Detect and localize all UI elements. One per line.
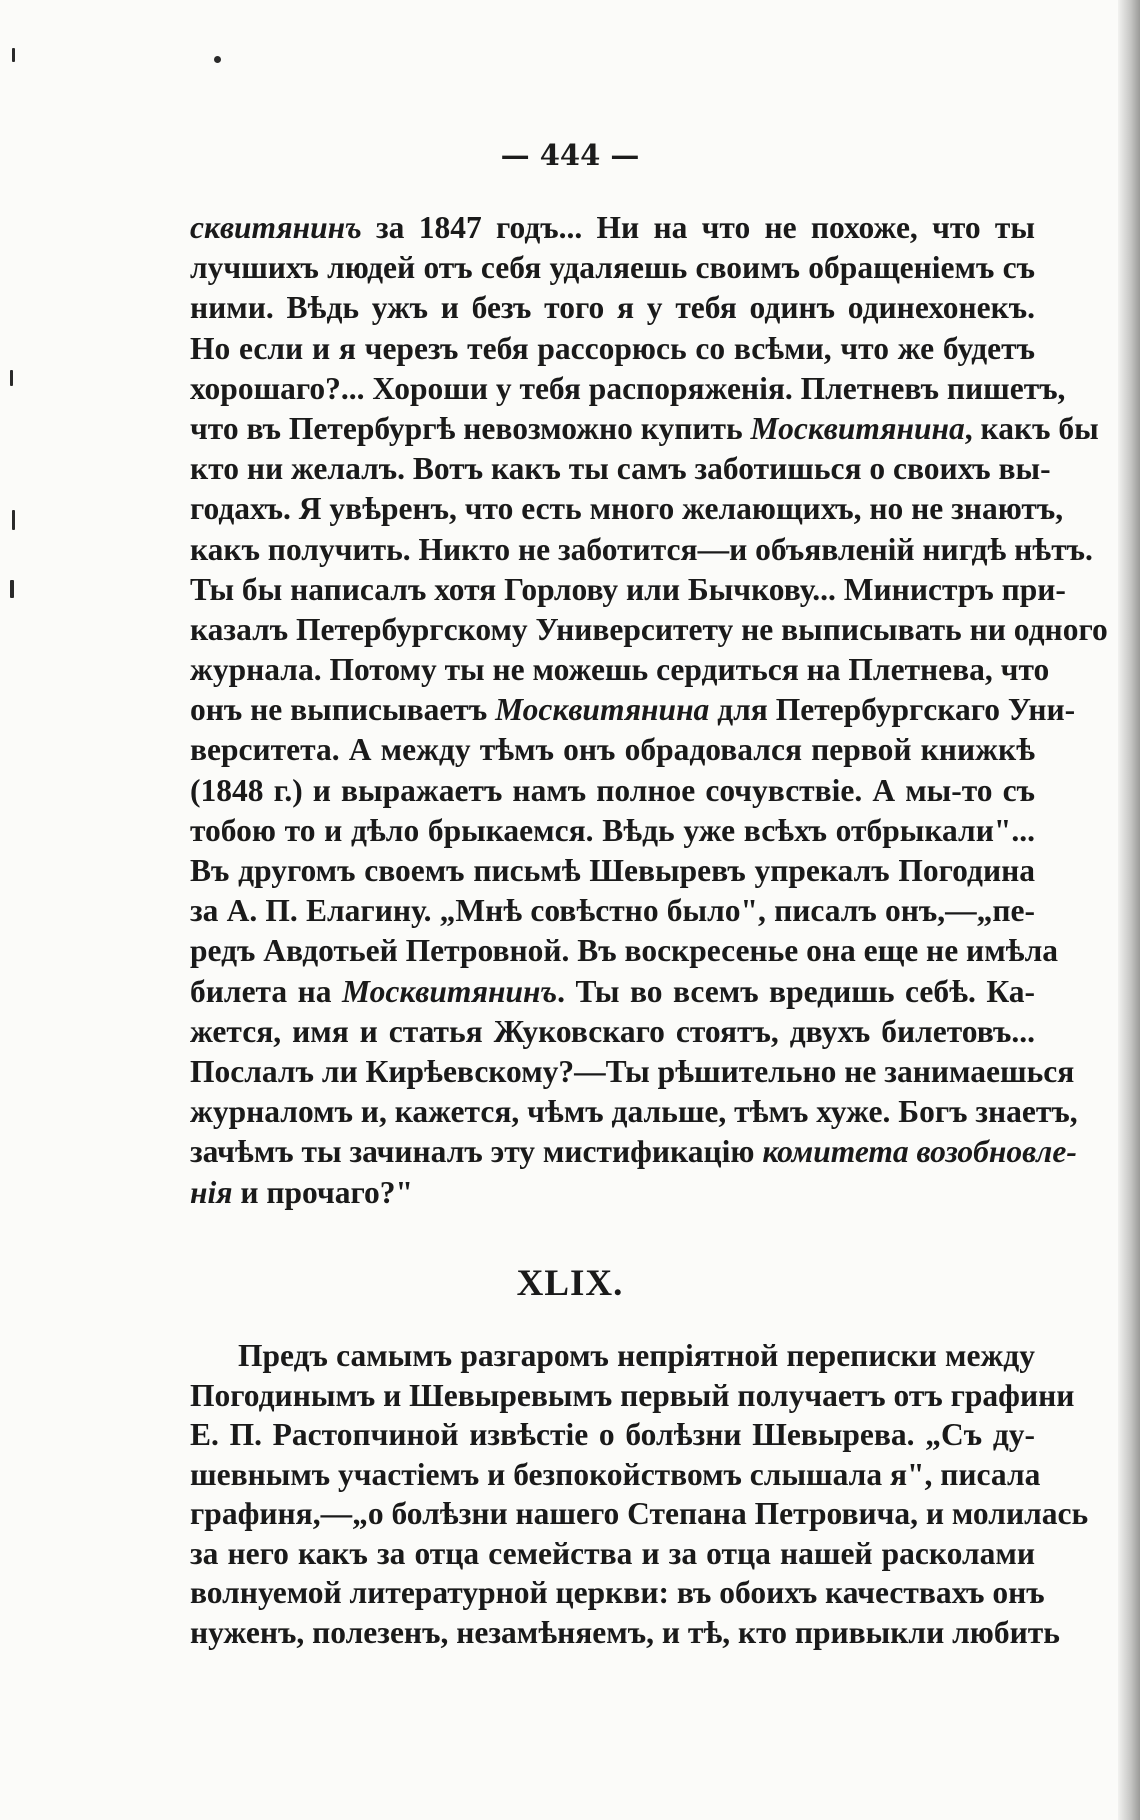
text-line: волнуемой литературной церкви: въ обоихъ качествахъ онъ (190, 1575, 1045, 1610)
text-line: графиня,—„о болѣзни нашего Степана Петровича, и молилась (190, 1496, 1089, 1531)
italic-title: сквитянинъ (190, 210, 362, 245)
ink-speck (10, 580, 14, 598)
text-line (190, 530, 1093, 570)
text-line (190, 248, 1035, 288)
text-segment: за А. П. Елагину. „Мнѣ совѣстно было", писалъ онъ,—„пе- (190, 893, 1035, 929)
italic-title: нія (190, 1174, 233, 1210)
italic-title: Москвитянинъ (342, 973, 558, 1009)
text-line (190, 1092, 1078, 1132)
text-segment: Ты бы написалъ хотя Горлову или Бычкову... Министръ при- (190, 571, 1066, 607)
text-line (190, 771, 1035, 811)
text-segment: журнала. Потому ты не можешь сердиться на Плетнева, что (190, 652, 1050, 688)
text-segment: онъ не выписываетъ (190, 692, 496, 728)
text-segment: жется, имя и статья Жуковскаго стоятъ, двухъ билетовъ... (190, 1013, 1035, 1049)
text-line (190, 1132, 1077, 1172)
ink-speck (12, 510, 15, 530)
paragraph-2 (190, 1336, 1089, 1652)
text-segment: (1848 г.) и выражаетъ намъ полное сочувствіе. А мы-то съ (190, 772, 1035, 808)
text-line: Е. П. Растопчиной извѣстіе о болѣзни Шевырева. „Съ ду- (190, 1417, 1035, 1452)
text-line (190, 730, 1035, 770)
text-segment: . Ты во всемъ вредишь себѣ. Ка- (557, 973, 1035, 1009)
text-line (190, 851, 1035, 891)
text-line (190, 409, 1099, 449)
text-segment: зачѣмъ ты зачиналъ эту мистификацію (190, 1134, 763, 1170)
text-line (190, 489, 1064, 529)
text-segment: , какъ бы (964, 410, 1099, 446)
page-edge-shadow (1118, 0, 1140, 1820)
text-line (190, 369, 1066, 409)
ink-speck (214, 56, 221, 63)
text-segment: что въ Петербургѣ невозможно купить (190, 410, 751, 446)
ink-speck (12, 48, 15, 62)
text-line (190, 610, 1108, 650)
text-line: шевнымъ участіемъ и безпокойствомъ слышала я", писала (190, 1456, 1041, 1492)
text-line: Предъ самымъ разгаромъ непріятной переписки между (238, 1338, 1035, 1373)
text-segment: какъ получить. Никто не заботится—и объявленій нигдѣ нѣтъ. (190, 531, 1093, 567)
text-segment: Но если и я черезъ тебя рассорюсь со всѣми, что же будетъ (190, 330, 1035, 366)
ink-speck (10, 370, 13, 386)
text-segment: годахъ. Я увѣренъ, что есть много желающихъ, но не знаютъ, (190, 491, 1064, 527)
text-line (190, 449, 1051, 489)
text-line: нуженъ, полезенъ, незамѣняемъ, и тѣ, кто привыкли любить (190, 1614, 1060, 1650)
italic-title: комитета возобновле- (762, 1134, 1077, 1170)
text-segment: редъ Авдотьей Петровной. Въ воскресенье она еще не имѣла (190, 933, 1058, 969)
text-line (190, 1052, 1075, 1092)
text-line (190, 208, 1035, 248)
text-segment: казалъ Петербургскому Университету не выписывать ни одного (190, 611, 1108, 647)
text-line (190, 811, 1035, 851)
section-heading: XLIX. (516, 1263, 624, 1304)
text-segment: для Петербургскаго Уни- (709, 692, 1076, 728)
text-line (190, 570, 1066, 610)
italic-title: Москвитянина (495, 692, 710, 728)
text-line (190, 972, 1035, 1012)
text-line (190, 931, 1058, 971)
text-line (190, 288, 1035, 328)
text-segment: журналомъ и, кажется, чѣмъ дальше, тѣмъ хуже. Богъ знаетъ, (190, 1094, 1078, 1130)
text-line (190, 690, 1076, 730)
text-segment: билета на (190, 973, 343, 1009)
text-segment: лучшихъ людей отъ себя удаляешь своимъ обращеніемъ съ (190, 250, 1035, 286)
text-line (190, 891, 1035, 931)
italic-title: Москвитянина (750, 410, 965, 446)
text-line (190, 1173, 1035, 1213)
paragraph-1 (190, 208, 1108, 1213)
text-line (190, 329, 1035, 369)
text-segment: кто ни желалъ. Вотъ какъ ты самъ заботишься о своихъ вы- (190, 451, 1051, 487)
text-line: за него какъ за отца семейства и за отца нашей расколами (190, 1535, 1035, 1571)
text-line (190, 650, 1050, 690)
page-number: — 444 — (500, 138, 640, 172)
text-segment: верситета. А между тѣмъ онъ обрадовался первой книжкѣ (190, 732, 1035, 768)
text-segment: за 1847 годъ... Ни на что не похоже, что ты (361, 210, 1035, 245)
text-line (190, 1012, 1035, 1052)
text-segment: и прочаго?" (232, 1174, 413, 1210)
text-line: Погодинымъ и Шевыревымъ первый получаетъ отъ графини (190, 1377, 1075, 1413)
text-segment: тобою то и дѣло брыкаемся. Вѣдь уже всѣхъ отбрыкали"... (190, 812, 1035, 848)
text-segment: ними. Вѣдь ужъ и безъ того я у тебя одинъ одинехонекъ. (190, 290, 1035, 326)
text-segment: Послалъ ли Кирѣевскому?—Ты рѣшительно не занимаешься (190, 1053, 1075, 1089)
text-segment: хорошаго?... Хороши у тебя распоряженія. Плетневъ пишетъ, (190, 370, 1066, 406)
text-segment: Въ другомъ своемъ письмѣ Шевыревъ упрекалъ Погодина (190, 853, 1035, 888)
